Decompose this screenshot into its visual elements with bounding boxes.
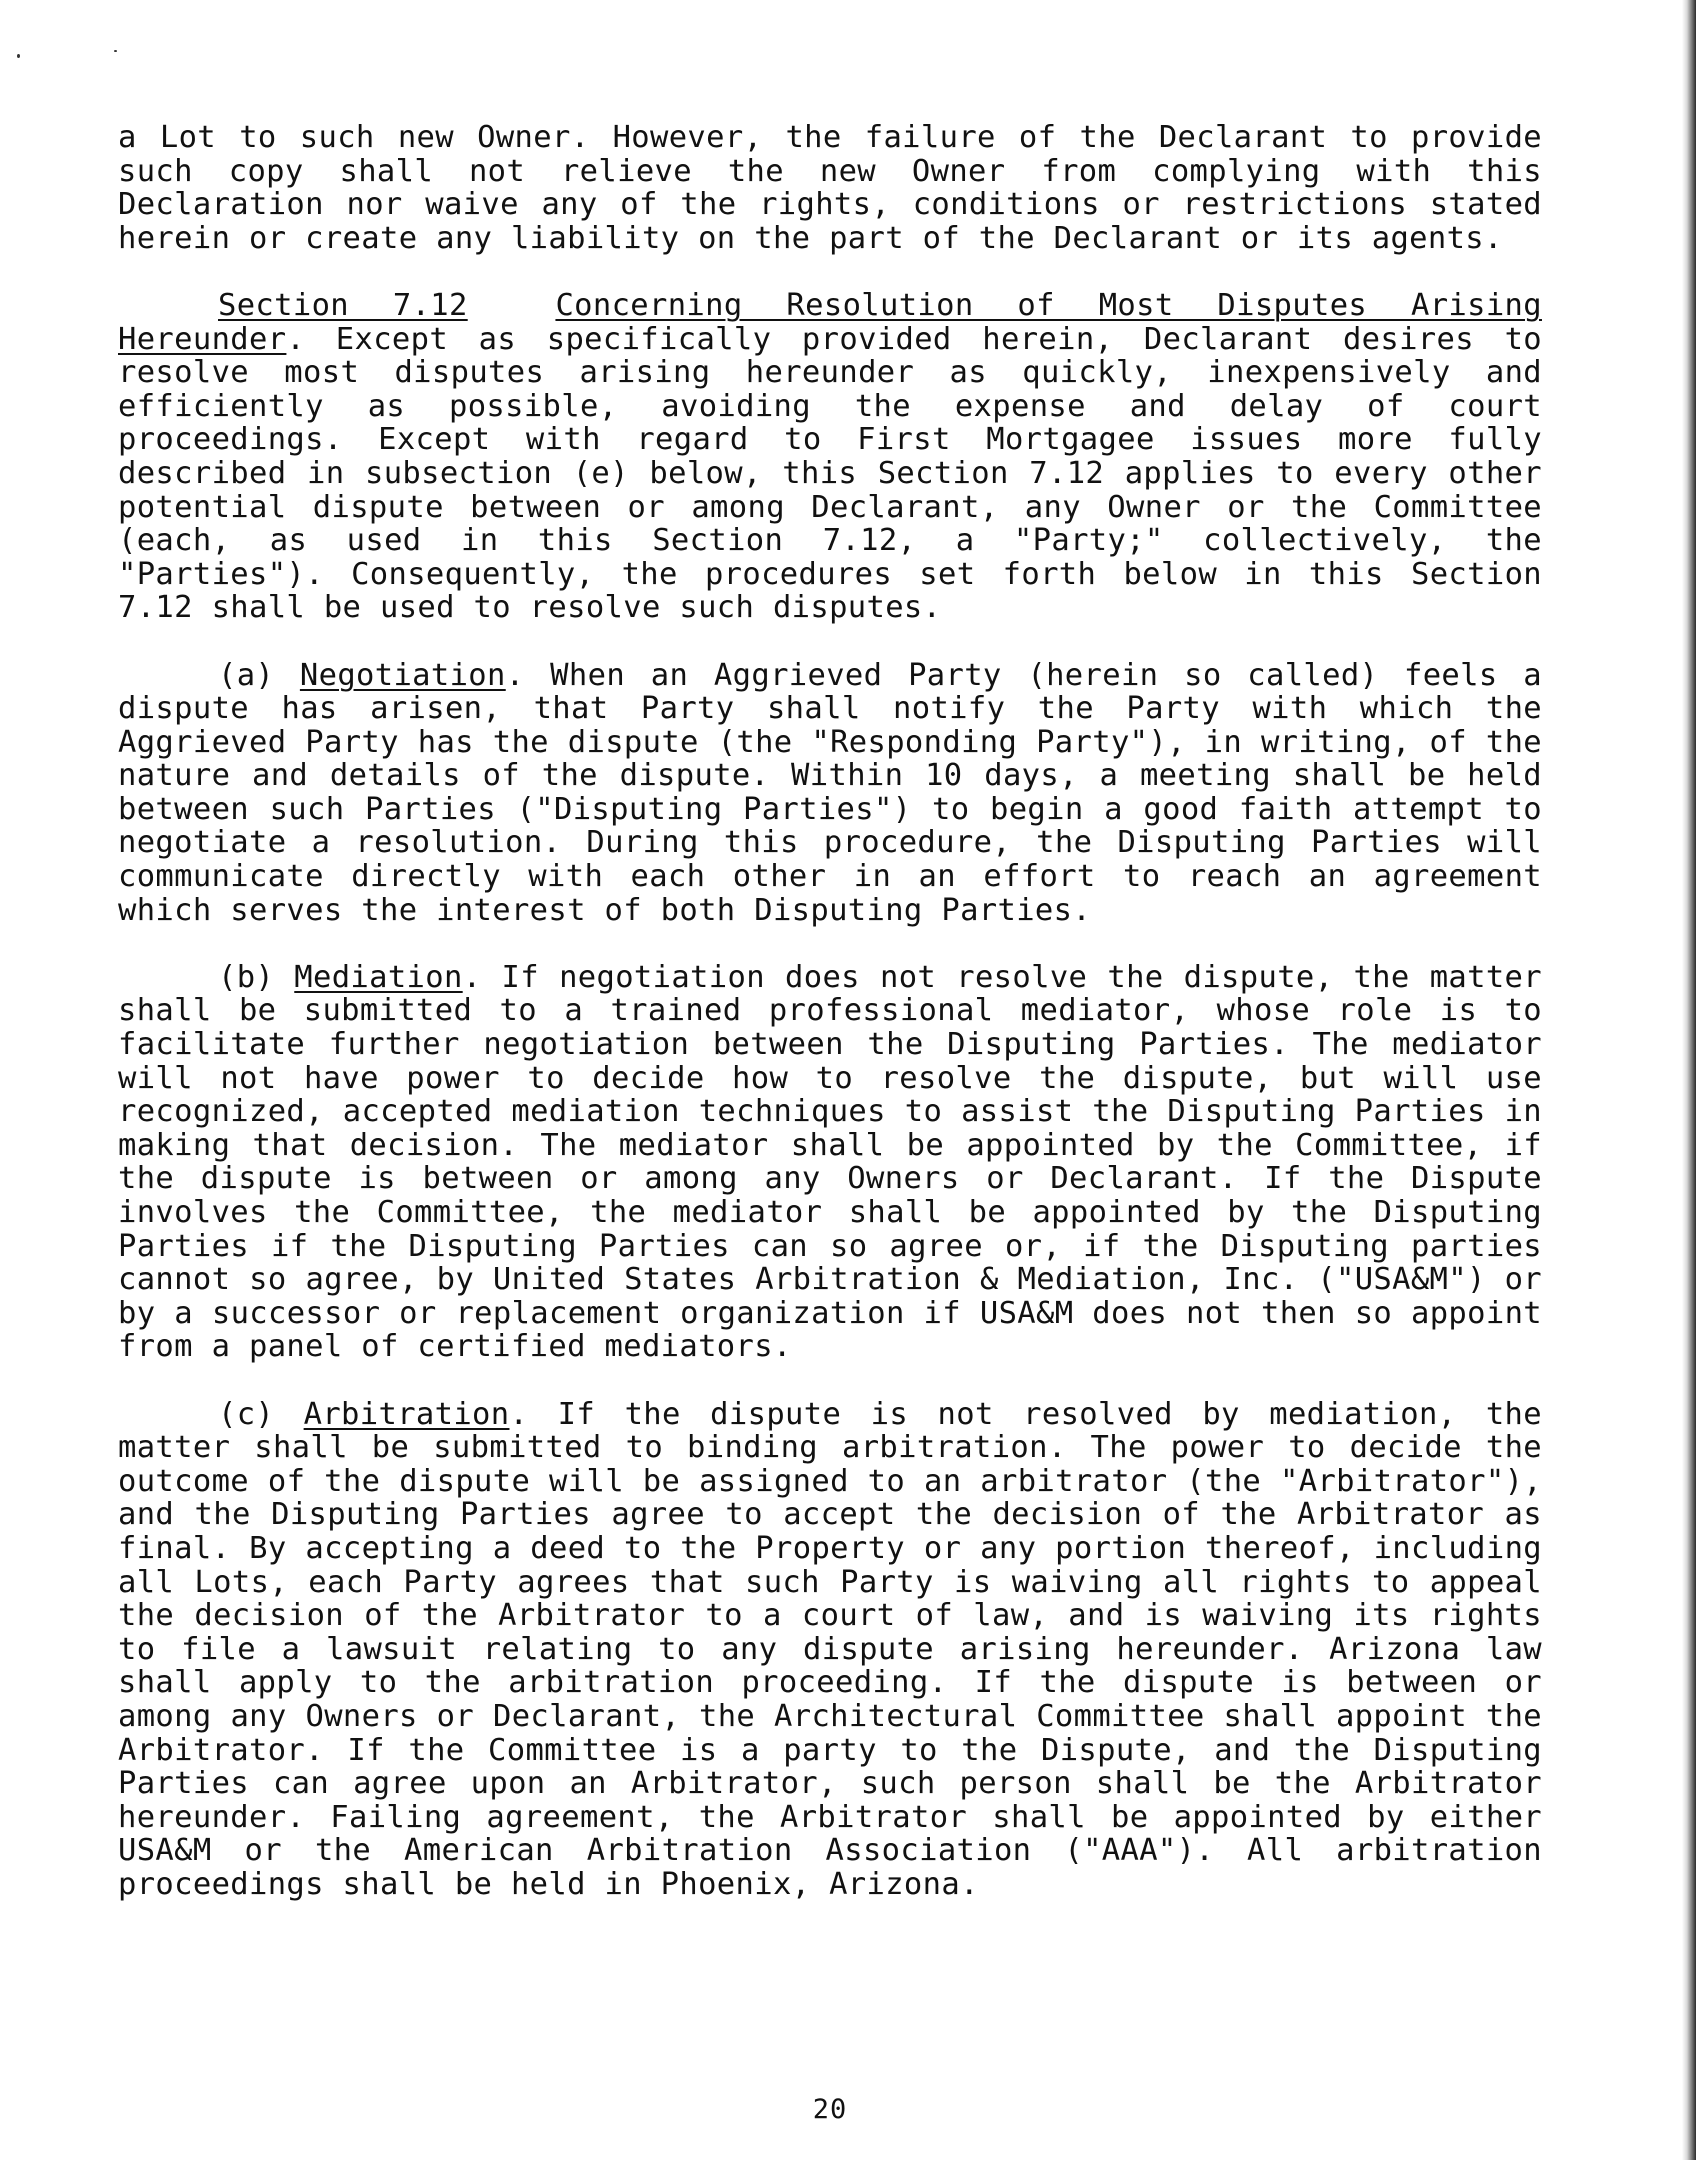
section-body: . Except as specifically provided herein, Declarant desires to resolve most disputes arising hereunder as quickly, inexpensively and efficiently as possible, avoiding the expense and delay of court proceedings. Except with regard to First Mortgagee issues more fully described in subsection (e) below, this Section 7.12 applies to every other potential dispute between or among Declarant, any Owner or the Committee (each, as used in this Section 7.12, a "Party;" collectively, the "Parties"). Consequently, the procedures set forth below in this Section 7.12 shall be used to resolve such disputes. <box>118 321 1542 626</box>
scan-speck <box>17 54 20 58</box>
subsection-a-negotiation <box>118 659 1542 928</box>
subsection-body: . If negotiation does not resolve the dispute, the matter shall be submitted to a trained professional mediator, whose role is to facilitate further negotiation between the Disputing Parties. The mediator will not have power to decide how to resolve the dispute, but will use recognized, accepted mediation techniques to assist the Disputing Parties in making that decision. The mediator shall be appointed by the Committee, if the dispute is between or among any Owners or Declarant. If the Dispute involves the Committee, the mediator shall be appointed by the Disputing Parties if the Disputing Parties can so agree or, if the Disputing parties cannot so agree, by United States Arbitration & Mediation, Inc. ("USA&M") or by a successor or replacement organization if USA&M does not then so appoint from a panel of certified mediators. <box>118 959 1542 1365</box>
scanned-page-edge <box>1682 0 1696 2160</box>
subsection-heading: Mediation <box>294 959 463 995</box>
subsection-body: . If the dispute is not resolved by mediation, the matter shall be submitted to binding arbitration. The power to decide the outcome of the dispute will be assigned to an arbitrator (the "Arbitrator"), and the Disputing Parties agree to accept the decision of the Arbitrator as final. By accepting a deed to the Property or any portion thereof, including all Lots, each Party agrees that such Party is waiving all rights to appeal the decision of the Arbitrator to a court of law, and is waiving its rights to file a lawsuit relating to any dispute arising hereunder. Arizona law shall apply to the arbitration proceeding. If the dispute is between or among any Owners or Declarant, the Architectural Committee shall appoint the Arbitrator. If the Committee is a party to the Dispute, and the Disputing Parties can agree upon an Arbitrator, such person shall be the Arbitrator hereunder. Failing agreement, the Arbitrator shall be appointed by either USA&M or the American Arbitration Association ("AAA"). All arbitration proceedings shall be held in Phoenix, Arizona. <box>118 1396 1542 1902</box>
subsection-label: (a) <box>218 657 275 693</box>
document-body <box>118 121 1542 1901</box>
subsection-heading: Arbitration <box>303 1396 510 1432</box>
page-number: 20 <box>812 2094 848 2125</box>
subsection-label: (b) <box>218 959 275 995</box>
section-number: Section 7.12 <box>218 287 468 323</box>
subsection-c-arbitration <box>118 1398 1542 1902</box>
subsection-b-mediation <box>118 961 1542 1364</box>
subsection-heading: Negotiation <box>299 657 506 693</box>
subsection-body: . When an Aggrieved Party (herein so called) feels a dispute has arisen, that Party shall notify the Party with which the Aggrieved Party has the dispute (the "Responding Party"), in writing, of the nature and details of the dispute. Within 10 days, a meeting shall be held between such Parties ("Disputing Parties") to begin a good faith attempt to negotiate a resolution. During this procedure, the Disputing Parties will communicate directly with each other in an effort to reach an agreement which serves the interest of both Disputing Parties. <box>118 657 1542 928</box>
subsection-label: (c) <box>218 1396 275 1432</box>
paragraph-continuation: a Lot to such new Owner. However, the failure of the Declarant to provide such copy shall not relieve the new Owner from complying with this Declaration nor waive any of the rights, conditions or restrictions stated herein or create any liability on the part of the Declarant or its agents. <box>118 120 1542 256</box>
scan-speck <box>114 50 117 52</box>
section-7-12-paragraph <box>118 289 1542 625</box>
section-title: Concerning Resolution of Most Disputes Arising Hereunder <box>118 287 1542 357</box>
